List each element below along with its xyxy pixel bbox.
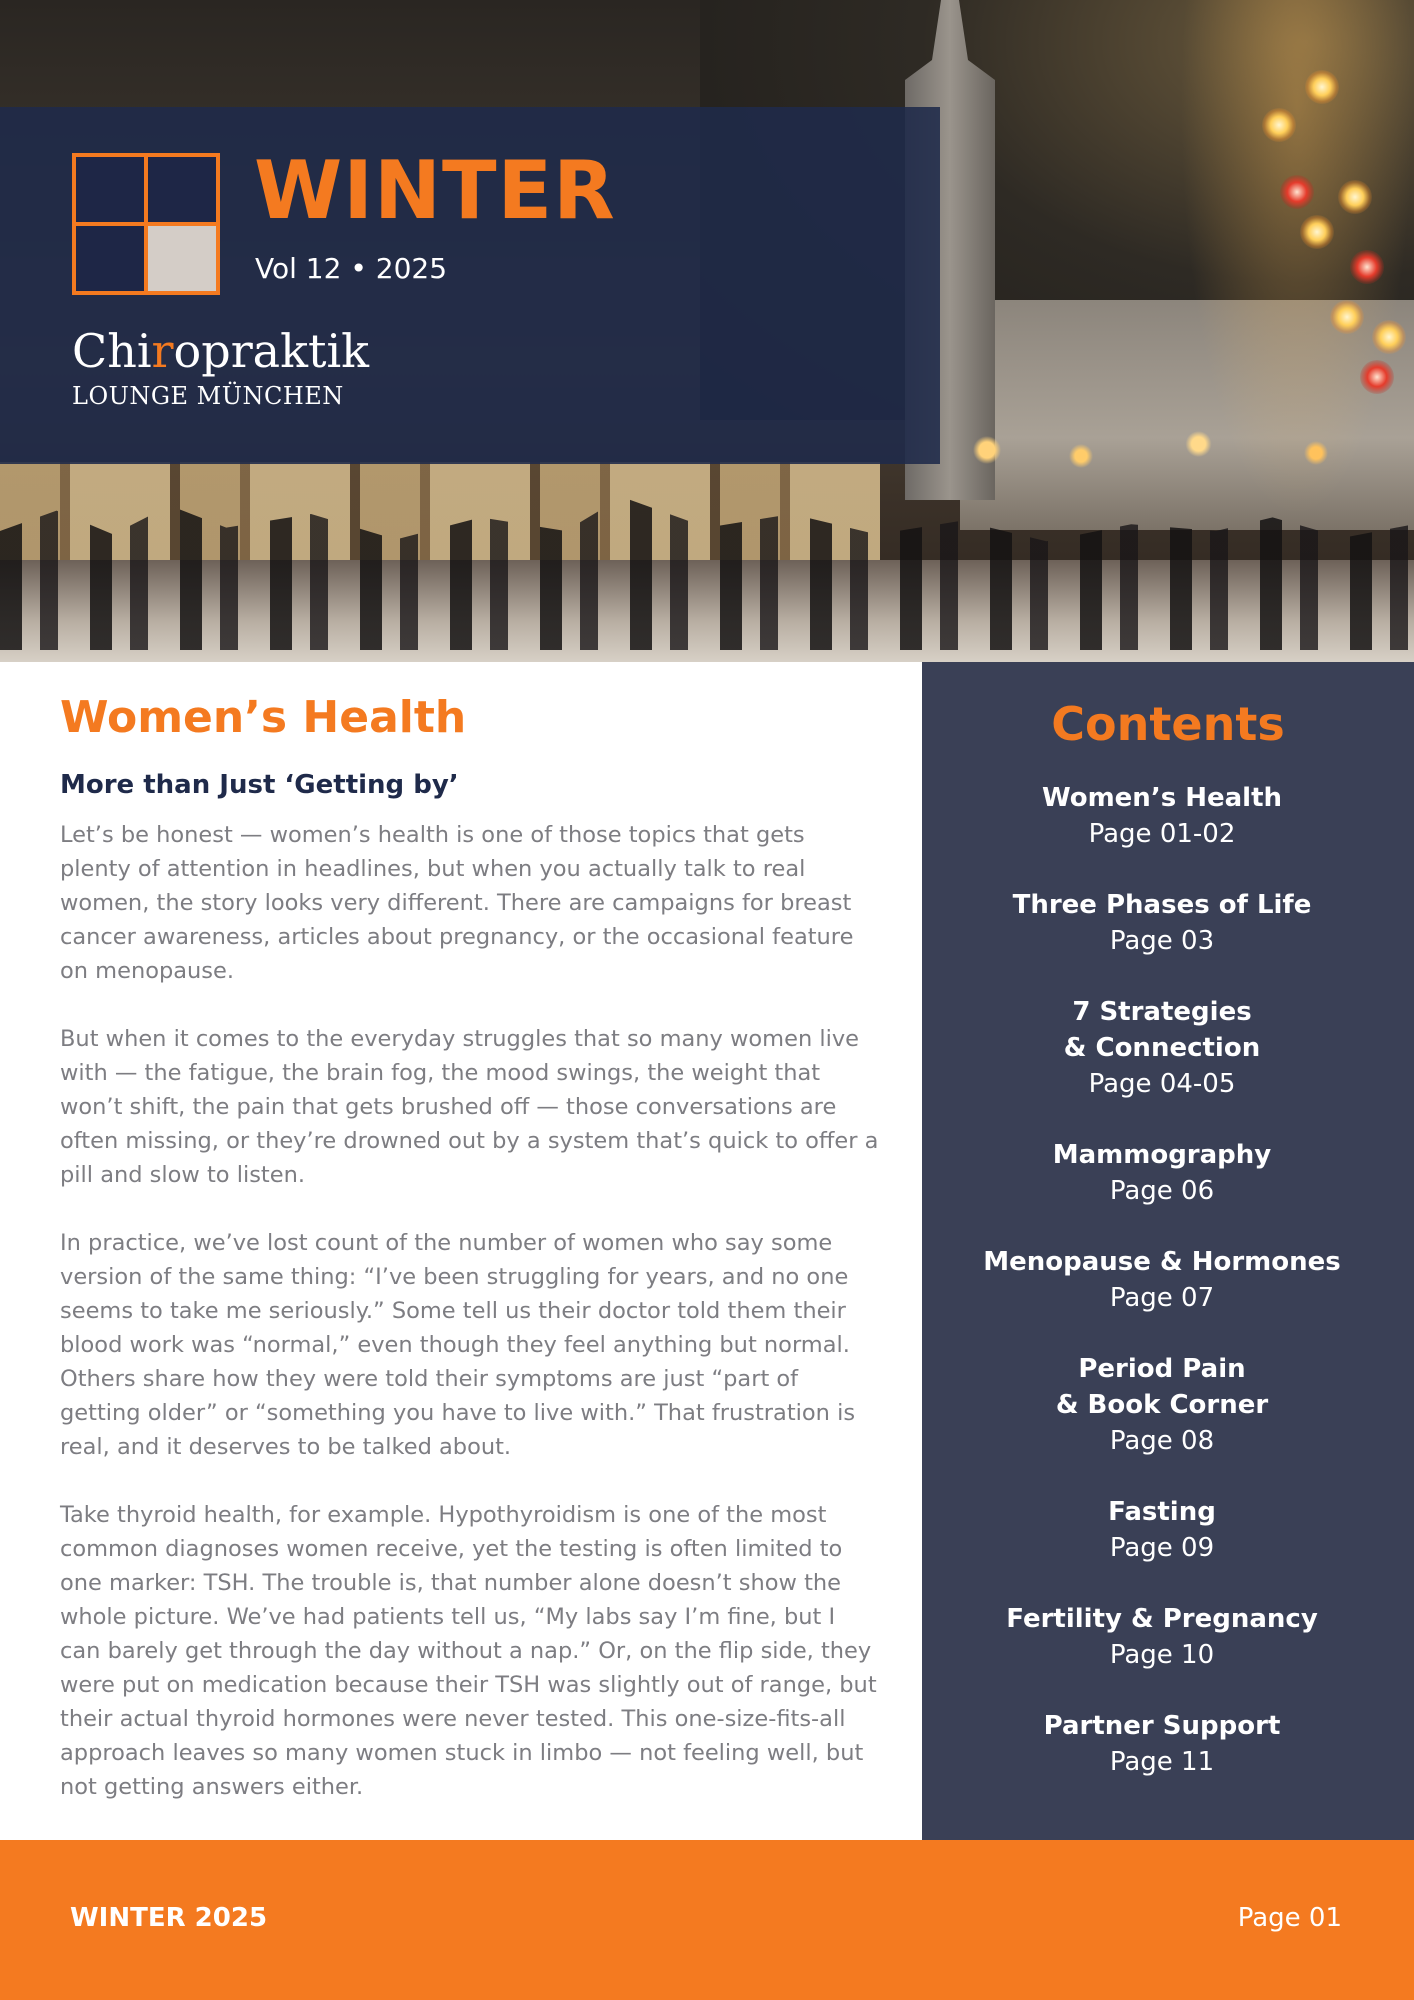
brand-name [72,326,369,376]
contents-item[interactable] [922,1351,1402,1459]
star-lantern-icon [1262,108,1296,142]
star-lantern-icon [1360,360,1394,394]
star-lantern-icon [1350,250,1384,284]
star-lantern-icon [1305,70,1339,104]
footer-issue: WINTER 2025 [70,1903,268,1933]
issue-volume: Vol 12 [255,252,342,285]
contents-item-page: Page 04-05 [1088,1069,1236,1099]
contents-item-title: Partner Support [1043,1711,1281,1741]
contents-item[interactable] [922,780,1402,852]
article-paragraph: Take thyroid health, for example. Hypothyroidism is one of the most common diagnoses women receive, yet the testing is often limited to one marker: TSH. The trouble is, that number alone doesn’t show the whole picture. We’ve had patients tell us, “My labs say I’m fine, but I can barely get through the day without a nap.” Or, on the flip side, they were put on medication because their TSH was slightly out of range, but their actual thyroid hormones were never tested. This one-size-fits-all approach leaves so many women stuck in limbo — not feeling well, but not getting answers either. [60,1502,877,1800]
contents-title: Contents [1051,697,1285,751]
contents-item[interactable] [922,1137,1402,1209]
article-paragraph: In practice, we’ve lost count of the number of women who say some version of the same thing: “I’ve been struggling for years, and no one seems to take me seriously.” Some tell us their doctor told them their blood work was “normal,” even though they feel anything but normal. Others share how they were told their symptoms are just “part of getting older” or “something you have to live with.” That frustration is real, and it deserves to be talked about. [60,1230,856,1460]
contents-item-title: Menopause & Hormones [983,1247,1341,1277]
article-paragraph: But when it comes to the everyday struggles that so many women live with — the fatigue, the brain fog, the mood swings, the weight that won’t shift, the pain that gets brushed off — those conversations are often missing, or they’re drowned out by a system that’s quick to offer a pill and slow to listen. [60,1026,879,1188]
contents-item[interactable] [922,1708,1402,1780]
contents-item-title: Women’s Health [1041,783,1283,813]
brand-subtitle: LOUNGE MÜNCHEN [72,382,344,410]
footer-bar [0,1840,1414,2000]
contents-item-page: Page 09 [1109,1533,1215,1563]
contents-item-page: Page 06 [1109,1176,1215,1206]
brand-name-end: opraktik [173,324,370,378]
logo-square-highlight [148,226,216,291]
star-lantern-icon [1280,175,1314,209]
contents-item[interactable] [922,994,1402,1102]
contents-item-page: Page 07 [1109,1283,1215,1313]
issue-year: 2025 [375,252,448,285]
contents-item-page: Page 08 [1109,1426,1215,1456]
contents-item-title: Mammography [1052,1140,1272,1170]
article-title: Women’s Health [60,692,467,743]
contents-item-title: Fasting [1108,1497,1216,1527]
contents-item-title: 7 Strategies & Connection [1063,997,1261,1063]
contents-item[interactable] [922,1494,1402,1566]
logo-square [148,157,216,222]
logo-square [76,157,144,222]
volume-separator: • [350,252,367,285]
contents-sidebar [922,662,1414,1840]
street-lamps [940,420,1410,480]
contents-item[interactable] [922,887,1402,959]
contents-item-title: Three Phases of Life [1012,890,1312,920]
issue-season: WINTER [254,144,616,237]
issue-volume-line [255,252,447,286]
contents-list [922,780,1402,1815]
article [60,690,882,1804]
brand-name-accent: r [151,324,174,378]
article-paragraph: Let’s be honest — women’s health is one of those topics that gets plenty of attention in headlines, but when you actually talk to real women, the story looks very different. There are campaigns for breast cancer awareness, articles about pregnancy, or the occasional feature on menopause. [60,822,854,984]
contents-item-page: Page 03 [1109,926,1215,956]
brand-name-start: Chi [72,324,152,378]
contents-item-page: Page 10 [1109,1640,1215,1670]
star-lantern-icon [1300,215,1334,249]
article-subtitle: More than Just ‘Getting by’ [60,770,459,800]
contents-item-title: Period Pain & Book Corner [1055,1354,1269,1420]
contents-item-page: Page 01-02 [1088,819,1236,849]
contents-item-page: Page 11 [1109,1747,1215,1777]
star-lantern-icon [1330,300,1364,334]
contents-item[interactable] [922,1601,1402,1673]
star-lantern-icon [1338,180,1372,214]
logo-grid-icon [72,153,220,295]
footer-page-number: Page 01 [1237,1903,1342,1933]
star-lantern-icon [1372,320,1406,354]
contents-item-title: Fertility & Pregnancy [1006,1604,1318,1634]
logo-square [76,226,144,291]
contents-item[interactable] [922,1244,1402,1316]
